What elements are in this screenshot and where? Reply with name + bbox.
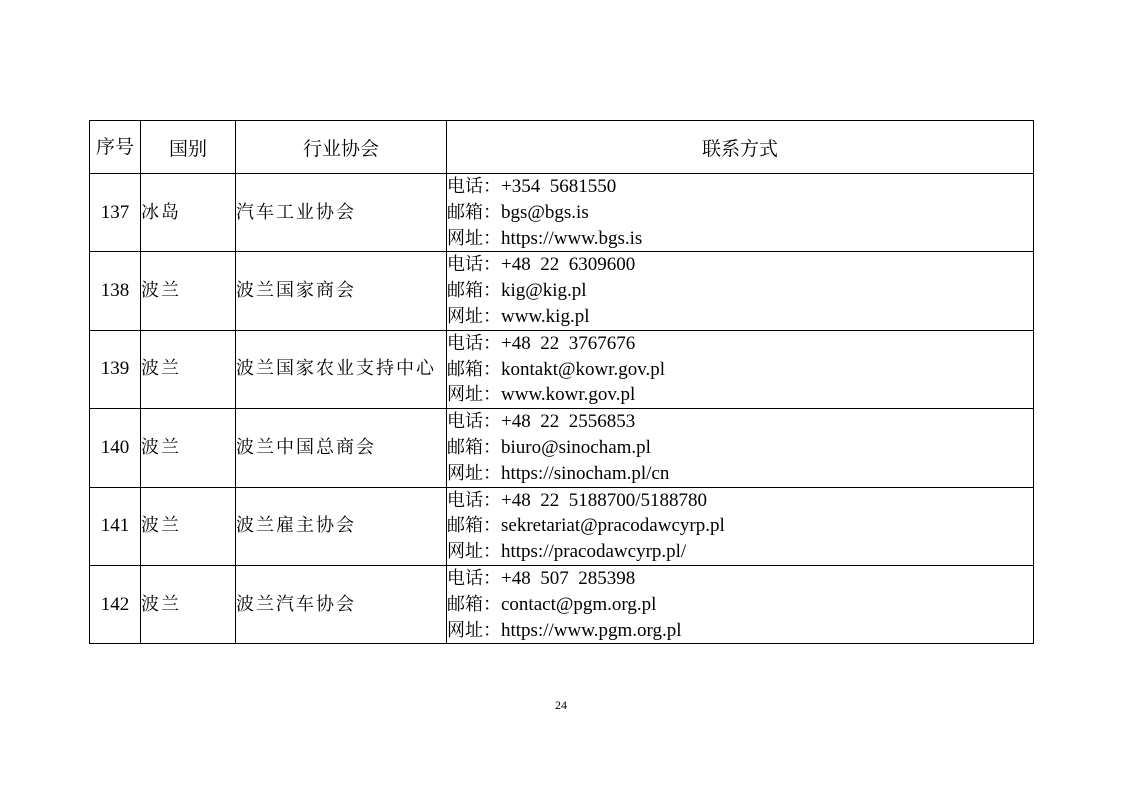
phone-label: 电话：: [447, 254, 501, 276]
row-number: 141: [90, 487, 141, 565]
row-number: 140: [90, 409, 141, 487]
row-contact: [447, 565, 1034, 643]
website-label: 网址：: [447, 305, 501, 327]
row-association: 波兰中国总商会: [236, 409, 447, 487]
row-country: 波兰: [141, 409, 236, 487]
row-association: 波兰汽车协会: [236, 565, 447, 643]
phone-value: +48 507 285398: [501, 567, 636, 589]
phone-line: [447, 252, 1033, 278]
row-contact: [447, 409, 1034, 487]
phone-line: [447, 331, 1033, 357]
email-value: sekretariat@pracodawcyrp.pl: [501, 515, 725, 537]
email-label: 邮箱：: [447, 436, 501, 458]
table-row: [90, 409, 1034, 487]
phone-label: 电话：: [447, 411, 501, 433]
phone-value: +48 22 3767676: [501, 332, 636, 354]
phone-line: [447, 488, 1033, 514]
phone-value: +48 22 5188700/5188780: [501, 489, 707, 511]
row-number: 142: [90, 565, 141, 643]
website-line: [447, 382, 1033, 408]
email-value: biuro@sinocham.pl: [501, 436, 651, 458]
row-association: 汽车工业协会: [236, 174, 447, 252]
row-contact: [447, 252, 1034, 330]
row-contact: [447, 174, 1034, 252]
table-row: [90, 330, 1034, 408]
row-country: 波兰: [141, 487, 236, 565]
header-country: 国别: [141, 121, 236, 174]
email-label: 邮箱：: [447, 358, 501, 380]
table-row: [90, 174, 1034, 252]
email-line: [447, 592, 1033, 618]
email-label: 邮箱：: [447, 280, 501, 302]
row-association: 波兰雇主协会: [236, 487, 447, 565]
website-line: [447, 461, 1033, 487]
row-association: 波兰国家商会: [236, 252, 447, 330]
phone-label: 电话：: [447, 567, 501, 589]
phone-label: 电话：: [447, 176, 501, 197]
email-line: [447, 435, 1033, 461]
association-contacts-table: [89, 120, 1034, 644]
row-contact: [447, 330, 1034, 408]
website-label: 网址：: [447, 541, 501, 563]
row-association: 波兰国家农业支持中心: [236, 330, 447, 408]
email-label: 邮箱：: [447, 515, 501, 537]
header-association: 行业协会: [236, 121, 447, 174]
website-label: 网址：: [447, 619, 501, 641]
email-line: [447, 200, 1033, 226]
header-seq: 序号: [90, 121, 141, 174]
table-row: [90, 487, 1034, 565]
email-value: kig@kig.pl: [501, 280, 587, 302]
website-value: https://sinocham.pl/cn: [501, 462, 670, 484]
email-label: 邮箱：: [447, 593, 501, 615]
phone-value: +48 22 2556853: [501, 411, 636, 433]
email-line: [447, 513, 1033, 539]
website-label: 网址：: [447, 462, 501, 484]
header-row: [90, 121, 1034, 174]
phone-line: [447, 566, 1033, 592]
row-country: 波兰: [141, 330, 236, 408]
phone-label: 电话：: [447, 489, 501, 511]
website-value: www.kowr.gov.pl: [501, 384, 636, 406]
website-value: https://www.pgm.org.pl: [501, 619, 682, 641]
website-line: [447, 304, 1033, 330]
table-row: [90, 252, 1034, 330]
email-value: kontakt@kowr.gov.pl: [501, 358, 666, 380]
website-label: 网址：: [447, 227, 501, 249]
website-label: 网址：: [447, 384, 501, 406]
website-value: https://pracodawcyrp.pl/: [501, 541, 687, 563]
website-value: www.kig.pl: [501, 305, 590, 327]
email-value: contact@pgm.org.pl: [501, 593, 657, 615]
row-number: 139: [90, 330, 141, 408]
row-number: 137: [90, 174, 141, 252]
website-line: [447, 618, 1033, 644]
header-contact: 联系方式: [447, 121, 1034, 174]
email-line: [447, 278, 1033, 304]
phone-value: +354 5681550: [501, 176, 617, 197]
row-country: 波兰: [141, 565, 236, 643]
website-line: [447, 226, 1033, 252]
table-body: [90, 174, 1034, 644]
row-country: 波兰: [141, 252, 236, 330]
row-number: 138: [90, 252, 141, 330]
email-line: [447, 357, 1033, 383]
phone-value: +48 22 6309600: [501, 254, 636, 276]
phone-label: 电话：: [447, 332, 501, 354]
row-contact: [447, 487, 1034, 565]
phone-line: [447, 409, 1033, 435]
row-country: 冰岛: [141, 174, 236, 252]
website-value: https://www.bgs.is: [501, 227, 643, 249]
website-line: [447, 539, 1033, 565]
table-row: [90, 565, 1034, 643]
page-number: 24: [555, 698, 567, 712]
email-value: bgs@bgs.is: [501, 201, 589, 223]
phone-line: [447, 174, 1033, 200]
email-label: 邮箱：: [447, 201, 501, 223]
